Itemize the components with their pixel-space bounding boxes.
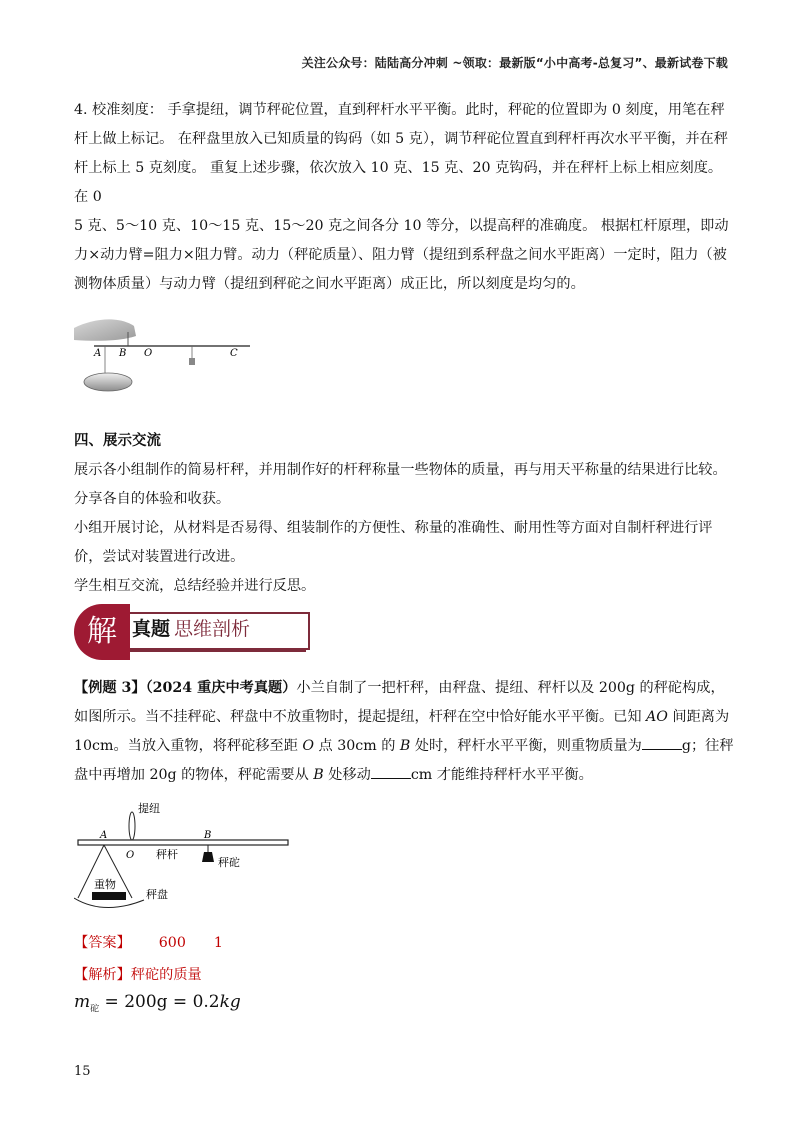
- label-a: A: [100, 830, 108, 841]
- section-banner: [74, 604, 314, 660]
- example-b: B: [399, 738, 411, 754]
- analysis-text: 秤砣的质量: [130, 967, 202, 983]
- example-text-a: 小兰自制了一把杆秤，由秤盘、提纽、秤杆以及 200g 的秤砣构成，如图所示。当不挂秤砣、秤盘中不放重物时，提起提纽，杆秤在空中恰好能水平平衡。已知: [74, 680, 725, 725]
- formula-rest: = 200g = 0.2: [99, 992, 220, 1012]
- section4-p3: 5 克、5～10 克、10～15 克、15～20 克之间各分 10 等分，以提高秤的准确度。 根据杠杆原理，即动力×动力臂=阻力×阻力臂。动力（秤砣质量）、阻力臂（提纽到系秤盘之间水平距离）一定时，阻力（被测物体质量）与动力臂（提纽到秤砣之间水平距离）成正比，所以刻度是均匀的。: [74, 218, 729, 292]
- example-b2: B: [313, 767, 324, 783]
- label-object: 重物: [94, 878, 116, 891]
- answer-blank-2: [371, 764, 411, 779]
- steelyard-figure-1: [74, 318, 254, 404]
- label-weight: 秤砣: [218, 856, 240, 869]
- rod-shape: [78, 840, 288, 845]
- banner-title: 思维剖析: [174, 618, 251, 640]
- steelyard-figure-1-svg: [74, 318, 254, 404]
- analysis-line: [74, 964, 202, 984]
- section4-p2: 在 0: [74, 189, 102, 205]
- example-3: [74, 674, 734, 790]
- example-text-e: g；往秤盘中再增加 20g 的物体，秤砣需要从: [74, 738, 734, 783]
- mass-formula: [74, 992, 241, 1014]
- example-o: O: [302, 738, 315, 754]
- label-o: O: [126, 850, 135, 861]
- page-header: 关注公众号：陆陆高分冲刺 ~领取：最新版“小中高考-总复习”、最新试卷下载: [301, 56, 728, 70]
- label-b: B: [204, 830, 212, 841]
- answer-blank-1: [642, 735, 682, 750]
- steelyard-figure-2: [74, 800, 294, 916]
- answer-line: [74, 932, 223, 952]
- formula-kg: kg: [219, 992, 241, 1012]
- answer-value-2: 1: [213, 935, 223, 951]
- label-o: O: [144, 348, 153, 359]
- formula-sub: 砣: [90, 1004, 100, 1015]
- hand-shape: [74, 319, 136, 340]
- knob-shape: [129, 812, 135, 840]
- banner-underline: [130, 650, 306, 652]
- example-text-f: 处移动: [323, 767, 371, 783]
- example-text-c: 点 30cm 的: [314, 738, 400, 754]
- exchange-line-4: 学生相互交流，总结经验并进行反思。: [74, 578, 316, 594]
- example-source: （2024 重庆中考真题）: [145, 680, 297, 696]
- weight-shape: [189, 358, 195, 365]
- answer-label: 【答案】: [74, 935, 131, 951]
- banner-title-bold: 真题: [132, 618, 171, 640]
- section4-text: [74, 96, 734, 299]
- page-number: 15: [74, 1064, 91, 1079]
- label-rod: 秤杆: [156, 848, 178, 861]
- label-b: B: [119, 348, 127, 359]
- exchange-line-1: 展示各小组制作的简易杆秤，并用制作好的杆秤称量一些物体的质量，再与用天平称量的结果进行比较。: [74, 462, 727, 478]
- section4-p1: 4. 校准刻度： 手拿提纽，调节秤砣位置，直到秤杆水平平衡。此时，秤砣的位置即为 0 刻度，用笔在秤杆上做上标记。 在秤盘里放入已知质量的钩码（如 5 克），调节秤砣位置直到秤杆再次水平平衡，并在秤杆上标上 5 克刻度。 重复上述步骤，依次放入 10 克、15 克、20 克钩码，并在秤杆上标上相应刻度。: [74, 102, 728, 176]
- formula-m: m: [74, 992, 91, 1012]
- example-text-d: 处时，秤杆水平平衡，则重物质量为: [410, 738, 642, 754]
- example-text-b: 间距离为 10cm。当放入重物，将秤砣移至距: [74, 709, 730, 754]
- example-text-g: cm 才能维持秤杆水平平衡。: [410, 767, 593, 783]
- example-tag: 【例题 3】: [74, 680, 146, 696]
- exchange-line-3: 小组开展讨论，从材料是否易得、组装制作的方便性、称量的准确性、耐用性等方面对自制杆秤进行评价，尝试对装置进行改进。: [74, 520, 713, 565]
- steelyard-figure-2-svg: [74, 800, 294, 916]
- weight-shape: [202, 852, 214, 862]
- banner-tab: 解: [74, 604, 130, 660]
- label-pan: 秤盘: [146, 888, 168, 901]
- answer-value-1: 600: [158, 935, 186, 951]
- exchange-title: 四、展示交流: [74, 433, 161, 449]
- exchange-section: [74, 427, 734, 601]
- exchange-line-2: 分享各自的体验和收获。: [74, 491, 231, 507]
- label-a: A: [94, 348, 102, 359]
- label-knob: 提纽: [138, 802, 160, 815]
- example-ao: AO: [646, 709, 668, 725]
- pan-shape: [84, 373, 132, 391]
- object-shape: [92, 892, 126, 900]
- analysis-label: 【解析】: [74, 967, 131, 983]
- label-c: C: [230, 348, 238, 359]
